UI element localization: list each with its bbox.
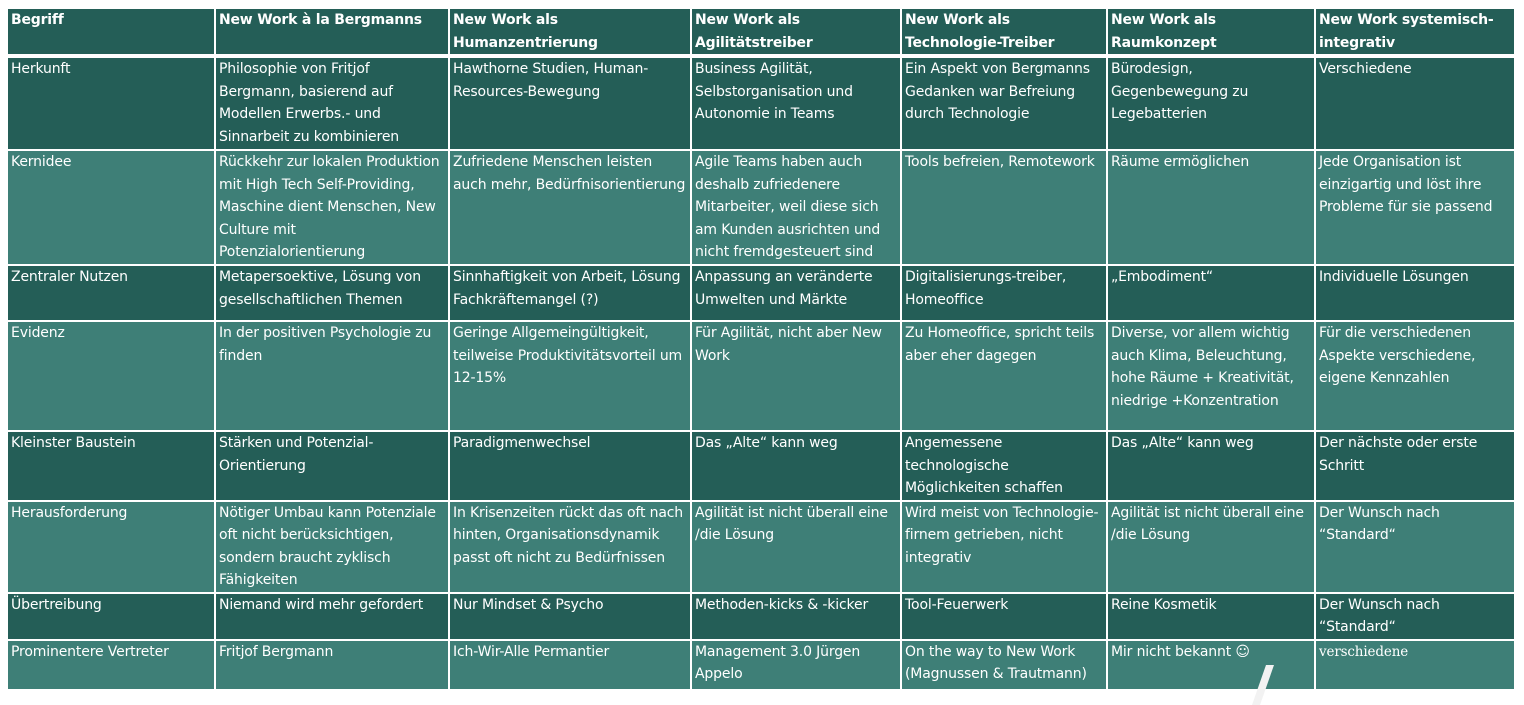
row-label: Kleinster Baustein bbox=[7, 431, 215, 501]
table-cell: Niemand wird mehr gefordert bbox=[215, 593, 449, 640]
table-cell: In der positiven Psychologie zu finden bbox=[215, 321, 449, 431]
table-cell: In Krisenzeiten rückt das oft nach hinten, Organisationsdynamik passt oft nicht zu Bedürfnissen bbox=[449, 501, 691, 593]
row-label: Zentraler Nutzen bbox=[7, 265, 215, 321]
table-cell: On the way to New Work (Magnussen & Trautmann) bbox=[901, 640, 1107, 690]
table-cell: Management 3.0 Jürgen Appelo bbox=[691, 640, 901, 690]
table-cell: Hawthorne Studien, Human-Resources-Bewegung bbox=[449, 56, 691, 150]
table-cell: „Embodiment“ bbox=[1107, 265, 1315, 321]
table-row bbox=[7, 321, 1515, 431]
header-cell: New Work als Raumkonzept bbox=[1107, 9, 1315, 56]
row-label: Herkunft bbox=[7, 56, 215, 150]
header-cell: Begriff bbox=[7, 9, 215, 56]
table-cell: Das „Alte“ kann weg bbox=[1107, 431, 1315, 501]
table-cell: Ein Aspekt von Bergmanns Gedanken war Befreiung durch Technologie bbox=[901, 56, 1107, 150]
row-label: Evidenz bbox=[7, 321, 215, 431]
table-row bbox=[7, 501, 1515, 593]
table-cell: Für die verschiedenen Aspekte verschiedene, eigene Kennzahlen bbox=[1315, 321, 1515, 431]
row-label: Übertreibung bbox=[7, 593, 215, 640]
table-cell: Stärken und Potenzial-Orientierung bbox=[215, 431, 449, 501]
table-cell: Rückkehr zur lokalen Produktion mit High Tech Self-Providing, Maschine dient Menschen, New Culture mit Potenzialorientierung bbox=[215, 150, 449, 265]
table-cell: Angemessene technologische Möglichkeiten schaffen bbox=[901, 431, 1107, 501]
table-row bbox=[7, 56, 1515, 150]
header-cell: New Work als Humanzentrierung bbox=[449, 9, 691, 56]
table-cell: Philosophie von Fritjof Bergmann, basierend auf Modellen Erwerbs.- und Sinnarbeit zu kombinieren bbox=[215, 56, 449, 150]
table-cell: Paradigmenwechsel bbox=[449, 431, 691, 501]
row-label: Prominentere Vertreter bbox=[7, 640, 215, 690]
table-cell: Methoden-kicks & -kicker bbox=[691, 593, 901, 640]
table-cell: Geringe Allgemeingültigkeit, teilweise Produktivitätsvorteil um 12-15% bbox=[449, 321, 691, 431]
table-cell: Business Agilität, Selbstorganisation und Autonomie in Teams bbox=[691, 56, 901, 150]
table-cell: Metapersoektive, Lösung von gesellschaftlichen Themen bbox=[215, 265, 449, 321]
table-cell: Diverse, vor allem wichtig auch Klima, Beleuchtung, hohe Räume + Kreativität, niedrige +Konzentration bbox=[1107, 321, 1315, 431]
table-cell: Zufriedene Menschen leisten auch mehr, Bedürfnisorientierung bbox=[449, 150, 691, 265]
table-row bbox=[7, 593, 1515, 640]
table-cell: Tool-Feuerwerk bbox=[901, 593, 1107, 640]
table-row bbox=[7, 265, 1515, 321]
table-cell: Anpassung an veränderte Umwelten und Märkte bbox=[691, 265, 901, 321]
header-cell: New Work à la Bergmanns bbox=[215, 9, 449, 56]
table-cell: Ich-Wir-Alle Permantier bbox=[449, 640, 691, 690]
header-cell: New Work als Agilitätstreiber bbox=[691, 9, 901, 56]
table-row bbox=[7, 150, 1515, 265]
table-cell: Agile Teams haben auch deshalb zufriedenere Mitarbeiter, weil diese sich am Kunden ausrichten und nicht fremdgesteuert sind bbox=[691, 150, 901, 265]
header-cell: New Work systemisch-integrativ bbox=[1315, 9, 1515, 56]
table-cell: verschiedene bbox=[1315, 640, 1515, 690]
table-cell: Bürodesign, Gegenbewegung zu Legebatterien bbox=[1107, 56, 1315, 150]
table-cell: Jede Organisation ist einzigartig und löst ihre Probleme für sie passend bbox=[1315, 150, 1515, 265]
row-label: Kernidee bbox=[7, 150, 215, 265]
table-cell: Nur Mindset & Psycho bbox=[449, 593, 691, 640]
table-cell: Der Wunsch nach “Standard“ bbox=[1315, 593, 1515, 640]
table-cell: Agilität ist nicht überall eine /die Lösung bbox=[691, 501, 901, 593]
table-header-row bbox=[7, 9, 1515, 56]
table-row bbox=[7, 640, 1515, 690]
table-cell: Reine Kosmetik bbox=[1107, 593, 1315, 640]
corner-slash-decoration bbox=[1252, 665, 1274, 705]
table-cell: Verschiedene bbox=[1315, 56, 1515, 150]
comparison-table-container bbox=[6, 9, 1514, 691]
table-cell: Mir nicht bekannt ☺ bbox=[1107, 640, 1315, 690]
table-cell: Der Wunsch nach “Standard“ bbox=[1315, 501, 1515, 593]
table-cell: Agilität ist nicht überall eine /die Lösung bbox=[1107, 501, 1315, 593]
table-cell: Nötiger Umbau kann Potenziale oft nicht berücksichtigen, sondern braucht zyklisch Fähigkeiten bbox=[215, 501, 449, 593]
table-cell: Tools befreien, Remotework bbox=[901, 150, 1107, 265]
table-cell: Das „Alte“ kann weg bbox=[691, 431, 901, 501]
table-cell: Zu Homeoffice, spricht teils aber eher dagegen bbox=[901, 321, 1107, 431]
table-cell: Für Agilität, nicht aber New Work bbox=[691, 321, 901, 431]
table-cell: Individuelle Lösungen bbox=[1315, 265, 1515, 321]
new-work-comparison-table bbox=[6, 9, 1516, 691]
header-cell: New Work als Technologie-Treiber bbox=[901, 9, 1107, 56]
row-label: Herausforderung bbox=[7, 501, 215, 593]
table-cell: Räume ermöglichen bbox=[1107, 150, 1315, 265]
table-row bbox=[7, 431, 1515, 501]
table-cell: Digitalisierungs-treiber, Homeoffice bbox=[901, 265, 1107, 321]
table-cell: Der nächste oder erste Schritt bbox=[1315, 431, 1515, 501]
table-cell: Wird meist von Technologie-firnem getrieben, nicht integrativ bbox=[901, 501, 1107, 593]
table-cell: Sinnhaftigkeit von Arbeit, Lösung Fachkräftemangel (?) bbox=[449, 265, 691, 321]
table-cell: Fritjof Bergmann bbox=[215, 640, 449, 690]
